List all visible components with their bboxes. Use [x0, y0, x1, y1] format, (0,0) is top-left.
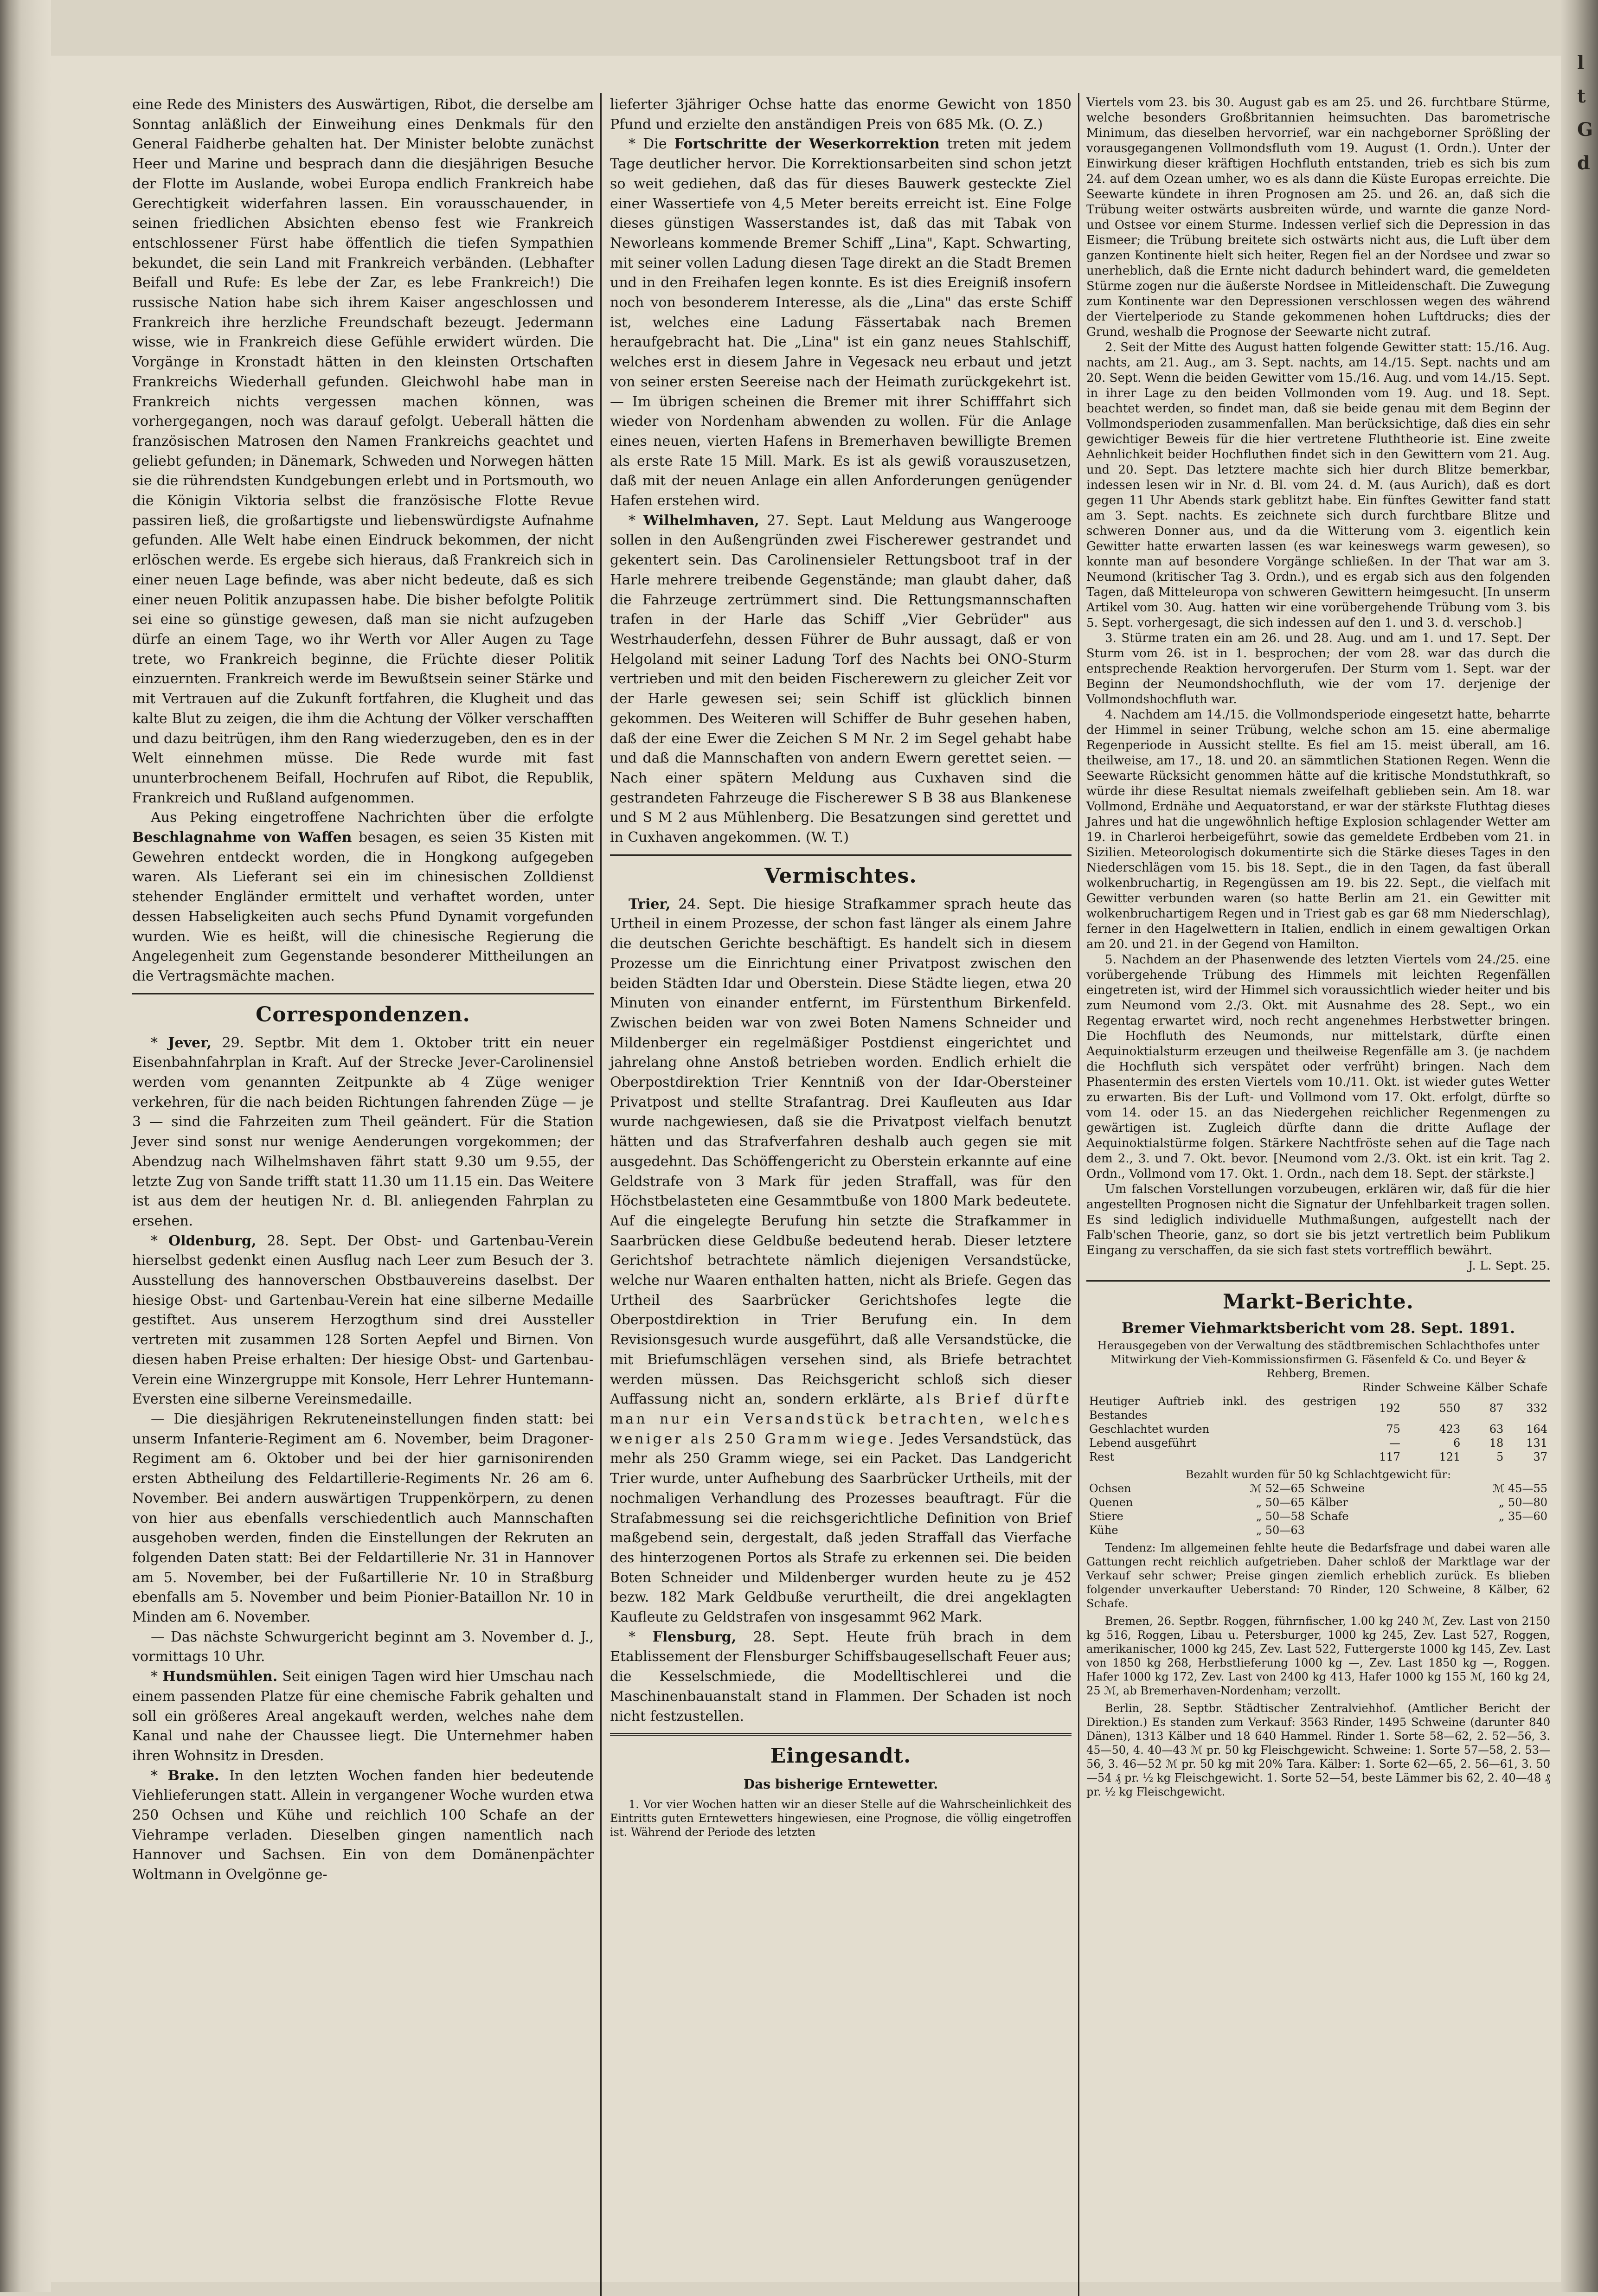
page-edge-right: [1561, 0, 1598, 2292]
section-heading-vermischtes: Vermischtes.: [764, 864, 917, 888]
section-heading-eingesandt: Eingesandt.: [770, 1744, 911, 1768]
divider: [1086, 1280, 1550, 1282]
spine-letter: G: [1577, 119, 1593, 141]
spine-letter: d: [1577, 152, 1590, 174]
article-oldenburg-recruits: — Die diesjährigen Rekruteneinstellungen finden statt: bei unserm Infanterie-Regiment am 6. November, beim Dragoner-Regiment am 6. Oktober und bei der hier garnisonirenden ersten Abtheilung des Feldartillerie-Regiments Nr. 26 am 6. November. Bei andern auswärtigen Truppenkörpern, zu denen von hier aus ebenfalls verschiedentlich auch Mannschaften ausgehoben werden, finden die Einstellungen der Rekruten an folgenden Daten statt: Bei der Feldartillerie Nr. 31 in Hannover am 5. November, bei der Fußartillerie Nr. 10 in Straßburg ebenfalls am 5. November und beim Pionier-Bataillon Nr. 10 in Minden am 6. November.: [132, 1411, 594, 1626]
market-bremen: Bremen, 26. Septbr. Roggen, führnfischer, 1.00 kg 240 ℳ, Zev. Last von 2150 kg 516, Roggen, Libau u. Petersburger, 1000 kg 245, Zev. Last 527, Roggen, amerikanischer, 1000 kg 245, Zev. Last 522, Futtergerste 1000 kg 145, Zev. Last von 1850 kg 268, Herbstlieferung 1000 kg —, Zev. Last 1850 kg —, Roggen. Hafer 1000 kg 172, Zev. Last von 2400 kg 413, Hafer 1000 kg 155 ℳ, 160 kg 24, 25 ℳ, ab Bremerhaven-Nordenham; verzollt.: [1086, 1615, 1550, 1697]
spine-letter: t: [1577, 85, 1586, 107]
column-2: [610, 95, 1072, 1839]
table-row: Heutiger Auftrieb inkl. des gestrigen Bestandes 192 550 87 332: [1089, 1395, 1547, 1422]
table-row: Rest 117 121 5 37: [1089, 1450, 1547, 1463]
article-oldenburg-court: — Das nächste Schwurgericht beginnt am 3. November d. J., vormittags 10 Uhr.: [132, 1629, 594, 1665]
divider: [132, 993, 594, 994]
spine-letter: l: [1577, 52, 1585, 74]
livestock-table: [1086, 1380, 1550, 1464]
column-3: [1086, 95, 1550, 1799]
bremer-viehmarkt-heading: Bremer Viehmarktsbericht vom 28. Sept. 1891.: [1121, 1319, 1515, 1337]
weather-paragraph-2: 2. Seit der Mitte des August hatten folgende Gewitter statt: 15./16. Aug. nachts, am 21. Aug., am 3. Sept. nachts, am 14./15. Sept. nachts und am 20. Sept. Wenn die beiden Gewitter vom 15./16. Aug. und vom 14./15. Sept. in ihrer Lage zu den beiden Vollmonden vom 19. Aug. und 18. Sept. beachtet werden, so findet man, daß sie beide genau mit dem Beginn der Vollmondsperioden zusammenfallen. Man berücksichtige, daß dies ein sehr gewichtiger Beweis für die hier vertretene Fluththeorie ist. Eine zweite Aehnlichkeit beider Hochfluthen findet sich in den Gewittern vom 21. Aug. und 20. Sept. Das letztere machte sich hier durch Blitze bemerkbar, indessen lesen wir in Nr. d. Bl. vom 24. d. M. (aus Aurich), daß es dort gegen 11 Uhr Abends stark geblitzt habe. Ein fünftes Gewitter fand statt am 3. Sept. nachts. Es zeichnete sich durch furchtbare Blitze und schweren Donner aus, und da die Witterung vom 3. eigentlich kein Gewitter hatte erwarten lassen (es war keineswegs warm gewesen), so konnte man auf besondere Vorgänge schließen. In der That war am 3. Neumond (kritischer Tag 3. Ordn.), und es ergab sich aus den folgenden Tagen, daß Mitteleuropa von schweren Gewittern heimgesucht. [In unserm Artikel vom 30. Aug. hatten wir eine vorübergehende Trübung vom 3. bis 5. Sept. vorhergesagt, die sich indessen auf den 1. und 3. d. verschob.]: [1086, 340, 1550, 630]
section-heading-marktberichte: Markt-Berichte.: [1223, 1290, 1414, 1314]
table-row: Stiere „ 50—58 Schafe „ 35—60: [1089, 1510, 1547, 1523]
peking-paragraph: Aus Peking eingetroffene Nachrichten über die erfolgte Beschlagnahme von Waffen besagen, es seien 35 Kisten mit Gewehren entdeckt worden, die in Hongkong aufgegeben waren. Als Lieferant sei ein im chinesischen Zolldienst stehender Engländer ermittelt und verhaftet worden, unter dessen Habseligkeiten auch sechs Pfund Dynamit vorgefunden wurden. Wie es heißt, will die chinesische Regierung die Angelegenheit zum Gegenstande besonderer Mittheilungen an die Vertragsmächte machen.: [132, 809, 594, 984]
ribot-speech-paragraph: eine Rede des Ministers des Auswärtigen, Ribot, die derselbe am Sonntag anläßlich der Einweihung eines Denkmals für den General Faidherbe gehalten hat. Der Minister belobte zunächst Heer und Marine und besprach dann die diesjährigen Besuche der Flotte im Auslande, wobei Europa endlich Frankreich habe Gerechtigkeit widerfahren lassen. Ein vorausschauender, in seinen friedlichen Absichten ebenso fest wie Frankreich entschlossener Fürst habe öffentlich die tiefen Sympathien bekundet, die sein Land mit Frankreich verbänden. (Lebhafter Beifall und Rufe: Es lebe der Zar, es lebe Frankreich!) Die russische Nation habe sich ihrem Kaiser angeschlossen und Frankreich ihre herzliche Freundschaft bezeugt. Jedermann wisse, wie in Frankreich diese Gefühle erwidert würden. Die Vorgänge in Kronstadt hätten in den kleinsten Ortschaften Frankreichs Wiederhall gefunden. Gleichwohl habe man in Frankreich nichts vergessen machen können, was vorhergegangen, noch was darauf gefolgt. Ueberall hätten die französischen Matrosen den Namen Frankreichs geachtet und geliebt gefunden; in Dänemark, Schweden und Norwegen hätten sie die rührendsten Kundgebungen erlebt und in Portsmouth, wo die Königin Viktoria selbst die französische Flotte Revue passiren ließ, die großartigste und liebenswürdigste Aufnahme gefunden. Alle Welt habe einen Eindruck bekommen, der nicht erlöschen werde. Es ergebe sich hieraus, daß Frankreich sich in einer neuen Lage befinde, was aber nicht bedeute, daß es sich einer neuen Politik anzupassen habe. Die bisher befolgte Politik sei eine so günstige gewesen, daß man sie nicht aufzugeben dürfe an einem Tage, wo ihr Werth vor Aller Augen zu Tage trete, wo Frankreich beginne, die Früchte dieser Politik einzuernten. Frankreich werde im Bewußtsein seiner Stärke und mit Vertrauen auf die Zukunft fortfahren, die Klugheit und das kalte Blut zu zeigen, die ihm die Achtung der Völker verschafften und dazu beitrügen, ihm den Rang wiederzugeben, den es in der Welt einnehmen müsse. Die Rede wurde mit fast ununterbrochenem Beifall, Hochrufen auf Ribot, die Republik, Frankreich und Rußland aufgenommen.: [132, 96, 594, 806]
column-1: [132, 95, 594, 1885]
author-signature: J. L. Sept. 25.: [1468, 1259, 1550, 1273]
table-row: Kühe „ 50—63: [1089, 1524, 1305, 1537]
column-header: Schweine: [1405, 1381, 1461, 1394]
article-erntewetter: 1. Vor vier Wochen hatten wir an dieser Stelle auf die Wahrscheinlichkeit des Eintritts guten Erntewetters hingewiesen, eine Prognose, die völlig eingetroffen ist. Während der Periode des letzten: [610, 1797, 1072, 1839]
article-oldenburg: * Oldenburg, 28. Sept. Der Obst- und Gartenbau-Verein hierselbst gedenkt einen Ausflug nach Leer zum Besuch der 3. Ausstellung des hannoverschen Obstbauvereins daselbst. Der hiesige Obst- und Gartenbau-Verein hat eine silberne Medaille gestiftet. Aus unserem Herzogthum sind drei Aussteller vertreten mit zusammen 128 Sorten Aepfel und Birnen. Von diesen haben Preise erhalten: Der hiesige Obst- und Gartenbau-Verein eine Winzergruppe mit Konsole, Herr Lehrer Huntemann-Eversten eine silberne Vereinsmedaille.: [132, 1232, 594, 1408]
column-header: Schafe: [1509, 1381, 1547, 1394]
weather-paragraph-3: 3. Stürme traten ein am 26. und 28. Aug. und am 1. und 17. Sept. Der Sturm vom 26. ist in 1. besprochen; der vom 28. war das durch die entsprechende Reaktion hervorgerufen. Der Sturm vom 1. Sept. war der Beginn der Neumondshochfluth, wie der vom 17. derjenige der Vollmondshochfluth war.: [1086, 631, 1550, 706]
divider: [610, 1733, 1072, 1736]
table-row: Geschlachtet wurden 75 423 63 164: [1089, 1423, 1547, 1436]
article-hundsmuehlen: * Hundsmühlen. Seit einigen Tagen wird hier Umschau nach einem passenden Platze für eine chemische Fabrik gehalten und soll ein größeres Areal angekauft werden, welches nahe dem Kanal und nahe der Chaussee liegt. Die Unternehmer haben ihren Wohnsitz in Dresden.: [132, 1668, 594, 1764]
price-table-heading: Bezahlt wurden für 50 kg Schlachtgewicht für:: [1185, 1468, 1451, 1481]
column-header: Rinder: [1362, 1381, 1400, 1394]
page-edge-left: [0, 0, 51, 2292]
weather-disclaimer: Um falschen Vorstellungen vorzubeugen, erklären wir, daß für die hier angestellten Prognosen nicht die Signatur der Unfehlbarkeit tragen sollen. Es sind lediglich individuelle Muthmaßungen, aufgestellt nach der Falb'schen Theorie, ganz, so dort sie bis jetzt vertretlich beim Publikum Eingang zu verschaffen, da sie sich fast stets vortrefflich bewährt.: [1086, 1182, 1550, 1257]
column-rule: [600, 93, 602, 2296]
article-weserkorrektion: * Die Fortschritte der Weserkorrektion treten mit jedem Tage deutlicher hervor. Die Korrektionsarbeiten sind schon jetzt so weit gediehen, daß das für dieses Bauwerk gesteckte Ziel einer Wassertiefe von 4,5 Meter bereits erreicht ist. Eine Folge dieses günstigen Wasserstandes ist, daß das mit Tabak von Neworleans kommende Bremer Schiff „Lina", Kapt. Schwarting, mit seiner vollen Ladung diesen Tage direkt an die Stadt Bremen und in den Freihafen legen konnte. Es ist dies Ereigniß insofern noch von besonderem Interesse, als die „Lina" das erste Schiff ist, welches eine Ladung Fässertabak nach Bremen heraufgebracht hat. Die „Lina" ist ein ganz neues Stahlschiff, welches erst in diesem Jahre in Vegesack neu erbaut und jetzt von seiner ersten Seereise nach der Heimath zurückgekehrt ist. — Im übrigen scheinen die Bremer mit ihrer Schifffahrt sich wieder von Nordenham abwenden zu wollen. Für die Anlage eines neuen, vierten Hafens in Bremerhaven bewilligte Bremen als erste Rate 15 Mill. Mark. Es ist als gewiß vorauszusetzen, daß mit der neuen Anlage ein allen Anforderungen genügender Hafen erstehen wird.: [610, 136, 1072, 509]
price-table: [1086, 1481, 1550, 1537]
next-page-fragment: [1577, 46, 1596, 180]
column-header: Kälber: [1466, 1381, 1504, 1394]
column-rule: [1078, 93, 1079, 2296]
table-header-row: [1086, 1380, 1550, 1394]
article-wilhelmshaven: * Wilhelmhaven, 27. Sept. Laut Meldung aus Wangerooge sollen in den Außengründen zwei Fischerewer gestrandet und gekentert sein. Das Carolinensieler Rettungsboot traf in der Harle mehrere treibende Gegenstände; man glaubt daher, daß die Fahrzeuge zertrümmert sind. Die Rettungsmannschaften trafen in der Harle das Schiff „Vier Gebrüder" aus Westrhauderfehn, dessen Führer de Buhr aussagt, daß er von Helgoland mit seiner Ladung Torf des Nachts bei ONO-Sturm vertrieben und mit den beiden Fischerewern zu gleicher Zeit vor der Harle gewesen sei; sein Schiff ist glücklich binnen gekommen. Des Weiteren will Schiffer de Buhr gesehen haben, daß der eine Ewer die Zeichen S M Nr. 2 im Segel gehabt habe und daß die Mannschaften von andern Ewern gerettet seien. — Nach einer spätern Meldung aus Cuxhaven sind die gestrandeten Fahrzeuge die Fischerewer S B 38 aus Blankenese und S M 2 aus Mühlenberg. Die Besatzungen sind gerettet und in Cuxhaven angekommen. (W. T.): [610, 512, 1072, 846]
article-brake: * Brake. In den letzten Wochen fanden hier bedeutende Viehlieferungen statt. Allein in vergangener Woche wurden etwa 250 Ochsen und Kühe und reichlich 100 Schafe an der Viehrampe verladen. Dieselben gingen namentlich nach Hannover und Sachsen. Ein von dem Domänenpächter Woltmann in Ovelgönne ge-: [132, 1767, 594, 1883]
weather-paragraph-4: 4. Nachdem am 14./15. die Vollmondsperiode eingesetzt hatte, beharrte der Himmel in seiner Trübung, welche schon am 15. eine abermalige Regenperiode in Aussicht stellte. Es fiel am 15. meist überall, am 16. theilweise, am 17., 18. und 20. an sämmtlichen Stationen Regen. Wenn die Seewarte Rücksicht genommen hätte auf die kritische Mondstuthkraft, so würde ihr diese Resultat niemals zweifelhaft geblieben sein. Am 18. war Vollmond, Erdnähe und Aequatorstand, er war der stärkste Fluthtag dieses Jahres und hat die ungewöhnlich heftige Explosion schlagender Wetter am 19. in Charleroi herbeigeführt, sowie das gemeldete Erdbeben vom 21. in Sizilien. Meteorologisch dokumentirte sich die Stärke dieses Tages in den Niederschlägen vom 15. bis 18. Sept., die in den Tagen, da fast überall wolkenbruchartig, in Regengüssen am 19. bis 22. Sept., die vielfach mit Gewitter verbunden waren (so hatte Berlin am 21. ein Gewitter mit wolkenbruchartigem Regen und in Triest gab es gar 68 mm Niederschlag), ferner in den Hagelwettern in Italien, endlich in einem gewaltigen Orkan am 20. und 21. in der Gegend von Hamilton.: [1086, 708, 1550, 951]
weather-paragraph-5: 5. Nachdem an der Phasenwende des letzten Viertels vom 24./25. eine vorübergehende Trübung des Himmels mit leichten Regenfällen eingetreten ist, wird der Himmel sich voraussichtlich wieder heiter und bis zum Neumond vom 2./3. Okt. mit Ausnahme des 28. Sept., wo ein Regentag erwartet wird, noch recht angenehmes Herbstwetter bringen. Die Hochfluth des Neumonds, nur mittelstark, dürfte einen Aequinoktialsturm erzeugen und theilweise Regenfälle am 3. (je nachdem die Hochfluth sich verspätet oder verfrüht) bringen. Nach dem Phasentermin des ersten Viertels vom 10./11. Okt. ist wieder gutes Wetter zu erwarten. Bis der Luft- und Vollmond vom 17. Okt. erfolgt, dürfte so vom 14. oder 15. an das Niedergehen reichlicher Regenmengen zu gewärtigen ist. Zugleich dürfte dann die dritte Auflage der Aequinoktialstürme folgen. Stärkere Nachtfröste sehen auf die Tage nach dem 2., 3. und 7. Okt. bevor. [Neumond vom 2./3. Okt. ist ein krit. Tag 2. Ordn., Vollmond vom 17. Okt. 1. Ordn., nach dem 18. Sept. der stärkste.]: [1086, 953, 1550, 1181]
table-row: Lebend ausgeführt — 6 18 131: [1089, 1437, 1547, 1449]
article-trier: Trier, 24. Sept. Die hiesige Strafkammer sprach heute das Urtheil in einem Prozesse, der schon fast länger als einem Jahre die deutschen Gerichte beschäftigt. Es handelt sich in diesem Prozesse um die Einrichtung einer Privatpost zwischen den beiden Städten Idar und Oberstein. Diese Städte liegen, etwa 20 Minuten von einander entfernt, im Fürstenthum Birkenfeld. Zwischen beiden war von zwei Boten Namens Schneider und Mildenberger ein regelmäßiger Postdienst eingerichtet und jahrelang ohne Anstoß betrieben worden. Endlich erhielt die Oberpostdirektion Trier Kenntniß von der Idar-Obersteiner Privatpost und stellte Strafantrag. Drei Kaufleuten aus Idar wurde nachgewiesen, daß sie die Privatpost vielfach benutzt hätten und das Strafverfahren deshalb auch gegen sie mit ausgedehnt. Das Schöffengericht zu Oberstein erkannte auf eine Geldstrafe von 3 Mark für jeden Straffall, was für den Höchstbelasteten eine Gesammtbuße von 1800 Mark bedeutete. Auf die eingelegte Berufung hin setzte die Strafkammer in Saarbrücken diese Geldbuße bedeutend herab. Dieser letztere Gerichtshof betrachtete nämlich diejenigen Versandstücke, welche nur Waaren enthalten hatten, nicht als Briefe. Gegen das Urtheil des Saarbrücker Gerichtshofes legte die Oberpostdirektion in Trier Berufung ein. In dem Revisionsgesuch wurde ausgeführt, daß alle Versandstücke, die mit Briefumschlägen versehen sind, als Briefe betrachtet werden müssen. Das Reichsgericht schloß sich dieser Auffassung nicht an, sondern erklärte, als Brief dürfte man nur ein Versandstück betrachten, welches weniger als 250 Gramm wiege. Jedes Versandstück, das mehr als 250 Gramm wiege, sei ein Packet. Das Landgericht Trier wurde, unter Aufhebung des Saarbrücker Urtheils, mit der nochmaligen Verhandlung des Prozesses beauftragt. Für die Strafabmessung sei die reichsgerichtliche Definition von Brief maßgebend sein, dergestalt, daß jeden Straffall das Vierfache des hinterzogenen Portos als Strafe zu erkennen sei. Die beiden Boten Schneider und Mildenberger wurden heute zu je 452 bezw. 182 Mark Geldbuße verurtheilt, die drei angeklagten Kaufleute zu Geldstrafen von insgesammt 962 Mark.: [610, 896, 1072, 1626]
table-row: Ochsen ℳ 52—65 Schweine ℳ 45—55: [1089, 1482, 1547, 1495]
article-jever: * Jever, 29. Septbr. Mit dem 1. Oktober tritt ein neuer Eisenbahnfahrplan in Kraft. Auf der Strecke Jever-Carolinensiel werden vom genannten Zeitpunkte ab 4 Züge weniger verkehren, für die nach beiden Richtungen fahrenden Züge — je 3 — sind die Fahrzeiten zum Theil geändert. Für die Station Jever sind sonst nur wenige Aenderungen vorgekommen; der Abendzug nach Wilhelmshaven fährt statt 9.30 um 9.55, der letzte Zug von Sande trifft statt 11.30 um 11.15 ein. Das Weitere ist aus dem der heutigen Nr. d. Bl. anliegenden Fahrplan zu ersehen.: [132, 1034, 594, 1229]
article-heading-erntewetter: Das bisherige Erntewetter.: [743, 1777, 938, 1792]
weather-paragraph-1: Viertels vom 23. bis 30. August gab es am 25. und 26. furchtbare Stürme, welche besonders Großbritannien heimsuchten. Das barometrische Minimum, das dieselben hervorrief, war ein nachgeborner Sprößling der vorausgegangenen Vollmondsfluth vom 19. August (1. Ordn.). Unter der Einwirkung dieser kräftigen Hochfluth entstanden, trieb es sich bis zum 24. auf dem Ozean umher, wo es als dann die Küste Europas erreichte. Die Seewarte kündete in ihren Prognosen am 25. und 26. an, daß sich die Trübung weiter ostwärts ausbreiten würde, und warnte die ganze Nord- und Ostsee vor einem Sturme. Indessen verlief sich die Depression in das Eismeer; die Trübung breitete sich ostwärts nicht aus, die Luft über dem ganzen Kontinente hielt sich heiter, Regen fiel an der Nordsee und zwar so unerheblich, daß die Ernte nicht dadurch behindert ward, die gemeldeten Stürme zogen nur die äußerste Nordsee in Mitleidenschaft. Die Zuwegung zum Kontinente war den Depressionen verschlossen wegen des während der Viertelperiode zu Stande gekommenen hohen Luftdrucks; dies der Grund, weshalb die Prognose der Seewarte nicht zutraf.: [1086, 96, 1550, 339]
market-tendenz: Tendenz: Im allgemeinen fehlte heute die Bedarfsfrage und dabei waren alle Gattungen recht reichlich aufgetrieben. Daher schloß der Marktlage war der Verkauf sehr schwer; Preise gingen ziemlich erheblich zurück. Es blieben folgender unverkaufter Ueberstand: 70 Rinder, 120 Schweine, 8 Kälber, 62 Schafe.: [1086, 1541, 1550, 1610]
divider: [610, 854, 1072, 856]
brake-continuation: lieferter 3jähriger Ochse hatte das enorme Gewicht von 1850 Pfund und erzielte den anständigen Preis von 685 Mk. (O. Z.): [610, 96, 1072, 133]
bremer-viehmarkt-subheading: Herausgegeben von der Verwaltung des städtbremischen Schlachthofes unter Mitwirkung der Vieh-Kommissionsfirmen G. Fäsenfeld & Co. und Beyer & Rehberg, Bremen.: [1097, 1339, 1540, 1380]
table-row: Quenen „ 50—65 Kälber „ 50—80: [1089, 1496, 1547, 1509]
section-heading-correspondenzen: Correspondenzen.: [256, 1002, 470, 1026]
article-flensburg: * Flensburg, 28. Sept. Heute früh brach in dem Etablissement der Flensburger Schiffsbaugesellschaft Feuer aus; die Kesselschmiede, die Modelltischlerei und die Maschinenbauanstalt stand in Flammen. Der Schaden ist noch nicht festzustellen.: [610, 1629, 1072, 1725]
market-berlin: Berlin, 28. Septbr. Städtischer Zentralviehhof. (Amtlicher Bericht der Direktion.) Es standen zum Verkauf: 3563 Rinder, 1495 Schweine (darunter 840 Dänen), 1313 Kälber und 18 640 Hammel. Rinder 1. Sorte 58—62, 2. 52—56, 3. 45—50, 4. 40—43 ℳ pr. 50 kg Fleischgewicht. Schweine: 1. Sorte 57—58, 2. 53—56, 3. 46—52 ℳ pr. 50 kg mit 20% Tara. Kälber: 1. Sorte 62—65, 2. 56—61, 3. 50—54 ₰ pr. ½ kg Fleischgewicht. 1. Sorte 52—54, beste Lämmer bis 62, 2. 40—48 ₰ pr. ½ kg Fleischgewicht.: [1086, 1702, 1550, 1798]
